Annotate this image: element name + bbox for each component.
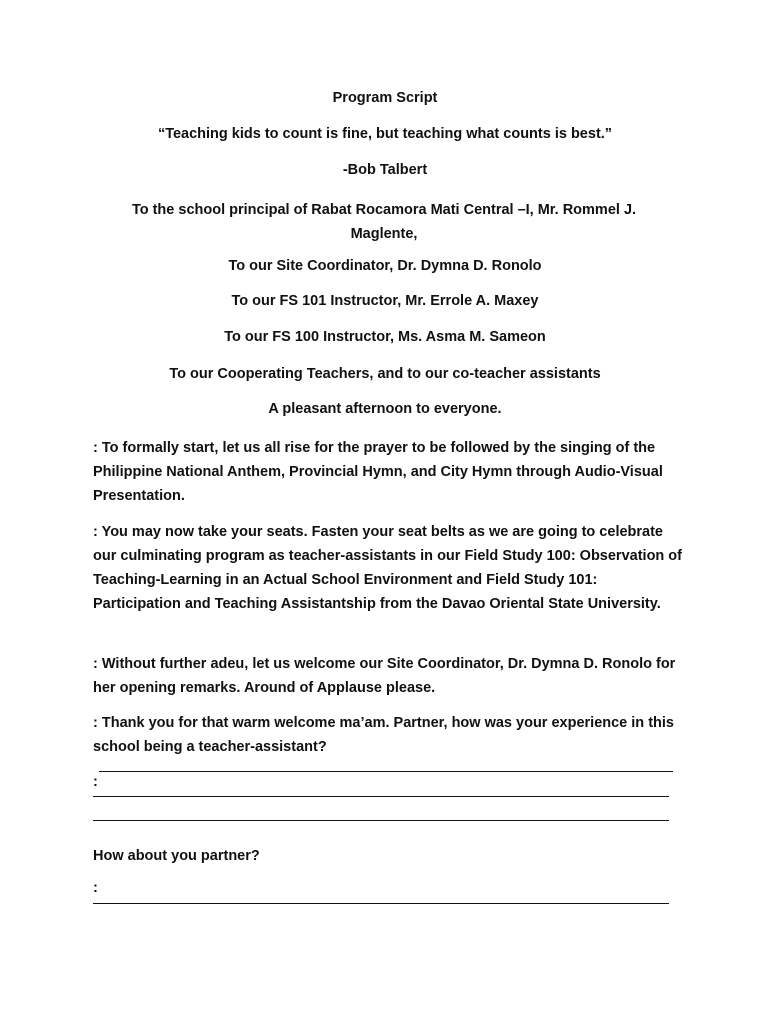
greeting-fs100-instructor: To our FS 100 Instructor, Ms. Asma M. Sameon [224,329,546,345]
greeting-principal: To the school principal of Rabat Rocamora Mati Central –I, Mr. Rommel J. Maglente, [131,202,637,242]
second-answer-line [93,903,669,904]
greeting-afternoon: A pleasant afternoon to everyone. [268,401,502,417]
second-answer-prefix: : [93,880,98,896]
answer-line-3 [93,820,669,821]
greeting-site-coordinator: To our Site Coordinator, Dr. Dymna D. Ronolo [228,258,542,274]
paragraph-seats: : You may now take your seats. Fasten your seat belts as we are going to celebrate our culminating program as teacher-assistants in our Field Study 100: Observation of Teaching-Learning in an Actual School Environment and Field Study 101: Participation and Teaching Assistantship from the Davao Oriental State University. [93,524,682,612]
greeting-fs101-instructor: To our FS 101 Instructor, Mr. Errole A. Maxey [231,293,539,309]
quote: “Teaching kids to count is fine, but teaching what counts is best.” [157,126,613,142]
document-title: Program Script [332,90,438,106]
paragraph-partner-question: : Thank you for that warm welcome ma’am. Partner, how was your experience in this school being a teacher-assistant? [93,715,674,755]
paragraph-prayer: : To formally start, let us all rise for the prayer to be followed by the singing of the Philippine National Anthem, Provincial Hymn, and City Hymn through Audio-Visual Presentation. [93,440,663,504]
greeting-cooperating-teachers: To our Cooperating Teachers, and to our co-teacher assistants [169,366,601,382]
answer-line-1 [99,771,673,772]
partner-question: How about you partner? [93,848,260,864]
answer-line-2 [93,796,669,797]
quote-author: -Bob Talbert [342,162,428,178]
answer-prefix: : [93,774,98,790]
paragraph-opening-remarks: : Without further adeu, let us welcome our Site Coordinator, Dr. Dymna D. Ronolo for her opening remarks. Around of Applause please. [93,656,676,696]
